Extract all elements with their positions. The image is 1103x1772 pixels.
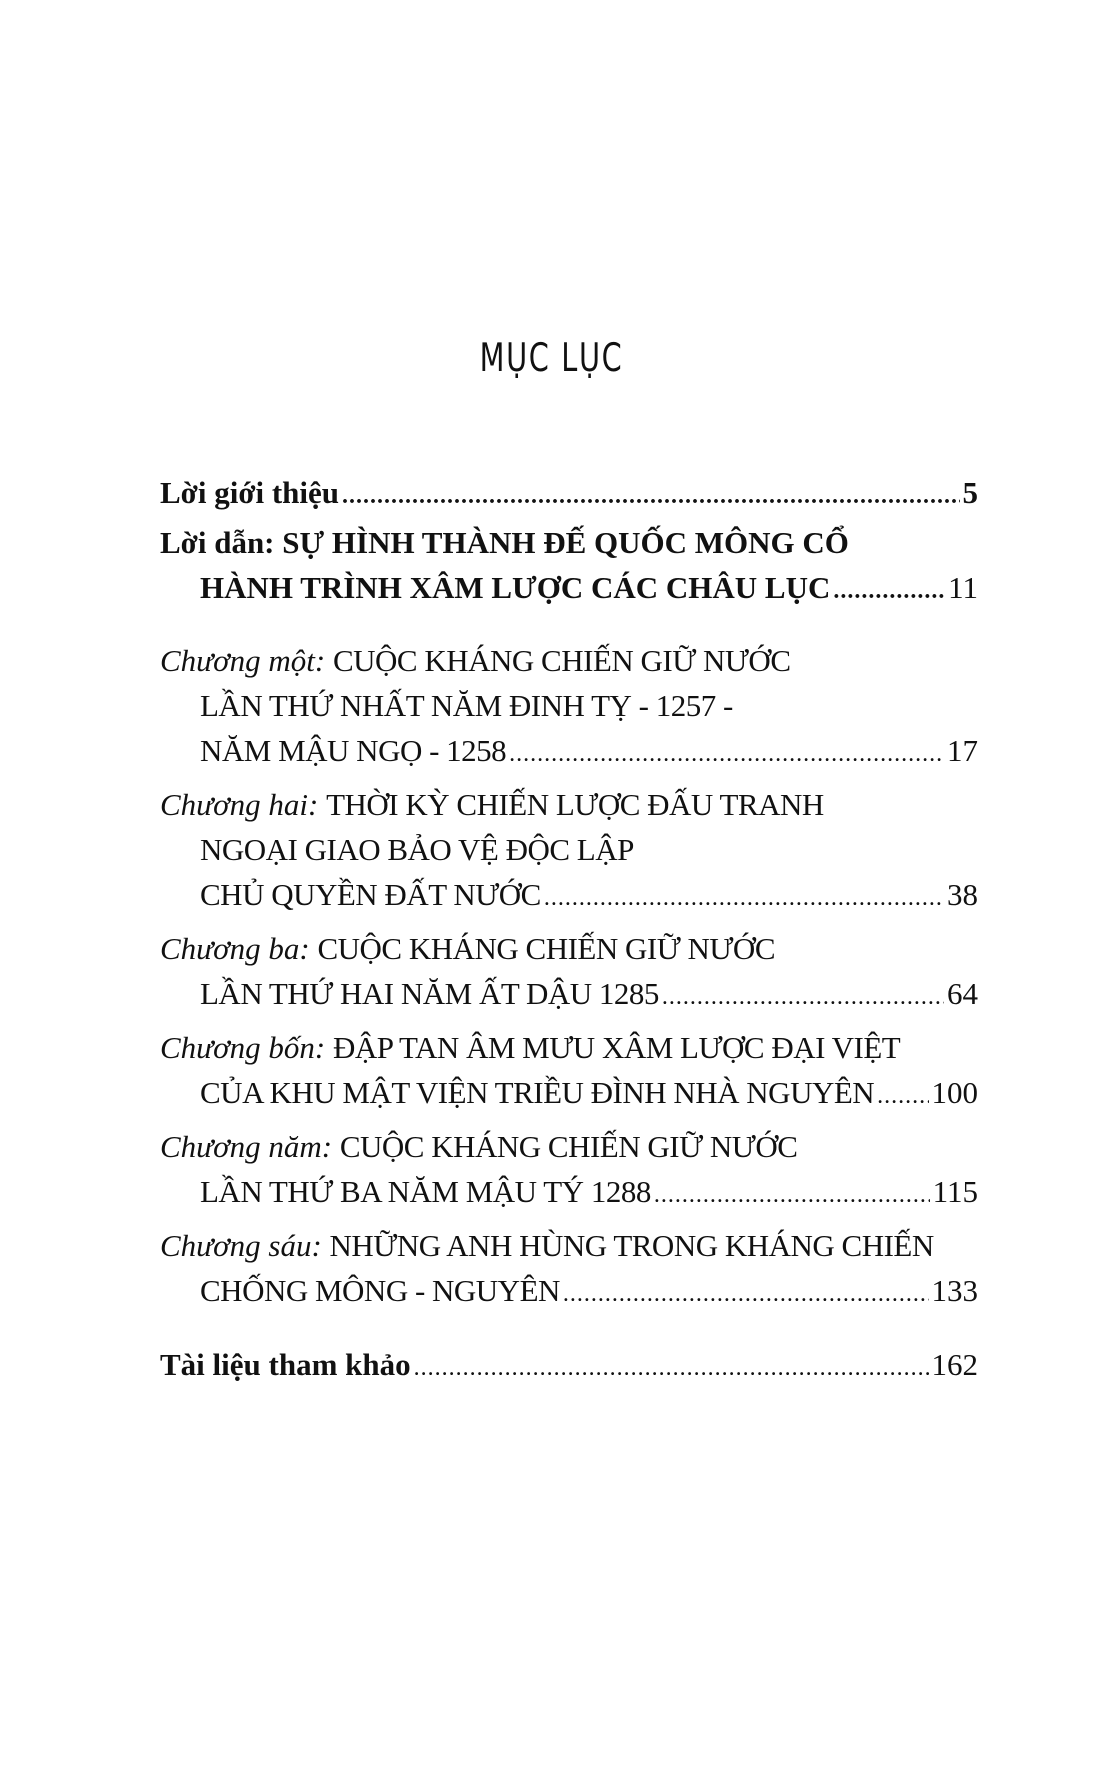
- toc-entry-label: Lời giới thiệu: [160, 475, 340, 510]
- toc-entry-title-line: THỜI KỲ CHIẾN LƯỢC ĐẤU TRANH: [326, 787, 824, 822]
- page-number: 38: [947, 877, 978, 912]
- toc-entry-label: Tài liệu tham khảo: [160, 1347, 411, 1382]
- toc-entry-label: Lời dẫn:: [160, 525, 275, 560]
- toc-entry-title-line: CỦA KHU MẬT VIỆN TRIỀU ĐÌNH NHÀ NGUYÊN: [200, 1075, 875, 1110]
- toc-entry-title-line: NGOẠI GIAO BẢO VỆ ĐỘC LẬP: [200, 832, 634, 867]
- toc-entry-title-line: ĐẬP TAN ÂM MƯU XÂM LƯỢC ĐẠI VIỆT: [332, 1030, 901, 1065]
- toc-entry-title-line: SỰ HÌNH THÀNH ĐẾ QUỐC MÔNG CỔ: [282, 525, 849, 560]
- toc-entry-title-line: LẦN THỨ BA NĂM MẬU TÝ 1288: [200, 1174, 651, 1209]
- toc-entry-chapter-5[interactable]: [160, 1124, 978, 1214]
- page-title: MỤC LỤC: [479, 336, 624, 381]
- toc-entry-title-line: CUỘC KHÁNG CHIẾN GIỮ NƯỚC: [317, 931, 775, 966]
- page-number: 100: [931, 1075, 978, 1110]
- toc-entry-chapter-4[interactable]: [160, 1025, 978, 1115]
- chapter-label: Chương bốn:: [160, 1030, 326, 1065]
- toc-entry-chapter-2[interactable]: [160, 782, 978, 917]
- chapter-label: Chương năm:: [160, 1129, 333, 1164]
- toc-entry-title-line: CUỘC KHÁNG CHIẾN GIỮ NƯỚC: [339, 1129, 798, 1164]
- dot-leader: [654, 1173, 930, 1218]
- dot-leader: [877, 1074, 928, 1119]
- toc-entry-title-line: CHỦ QUYỀN ĐẤT NƯỚC: [200, 877, 541, 912]
- toc-entry-title-line: NĂM MẬU NGỌ - 1258: [200, 733, 507, 768]
- toc-entry-title-line: LẦN THỨ HAI NĂM ẤT DẬU 1285: [200, 976, 659, 1011]
- toc-entry-title-line: LẦN THỨ NHẤT NĂM ĐINH TỴ - 1257 -: [200, 688, 733, 723]
- toc-entry-preface[interactable]: [160, 520, 978, 610]
- toc-entry-title-line: HÀNH TRÌNH XÂM LƯỢC CÁC CHÂU LỤC: [200, 570, 831, 605]
- dot-leader: [342, 474, 959, 519]
- page-number: 115: [932, 1174, 978, 1209]
- page-number: 162: [931, 1347, 978, 1382]
- dot-leader: [544, 876, 944, 921]
- toc-entry-title-line: CUỘC KHÁNG CHIẾN GIỮ NƯỚC: [332, 643, 791, 678]
- toc-entry-title-line: NHỮNG ANH HÙNG TRONG KHÁNG CHIẾN: [329, 1228, 934, 1263]
- page-number: 5: [962, 475, 978, 510]
- page-number: 64: [947, 976, 978, 1011]
- chapter-label: Chương sáu:: [160, 1228, 322, 1263]
- toc-entry-title-line: CHỐNG MÔNG - NGUYÊN: [200, 1273, 560, 1308]
- dot-leader: [509, 732, 944, 777]
- toc-entry-chapter-3[interactable]: [160, 926, 978, 1016]
- chapter-label: Chương ba:: [160, 931, 310, 966]
- dot-leader: [414, 1346, 929, 1391]
- chapter-label: Chương hai:: [160, 787, 319, 822]
- toc-entry-chapter-6[interactable]: [160, 1223, 978, 1313]
- dot-leader: [662, 975, 944, 1020]
- page-number: 11: [948, 570, 978, 605]
- page-number: 17: [947, 733, 978, 768]
- chapter-label: Chương một:: [160, 643, 326, 678]
- dot-leader: [563, 1272, 929, 1317]
- toc-entry-intro[interactable]: [160, 470, 978, 515]
- toc-entry-chapter-1[interactable]: [160, 638, 978, 773]
- page-number: 133: [931, 1273, 978, 1308]
- toc-entry-references[interactable]: [160, 1342, 978, 1387]
- dot-leader: [833, 569, 945, 614]
